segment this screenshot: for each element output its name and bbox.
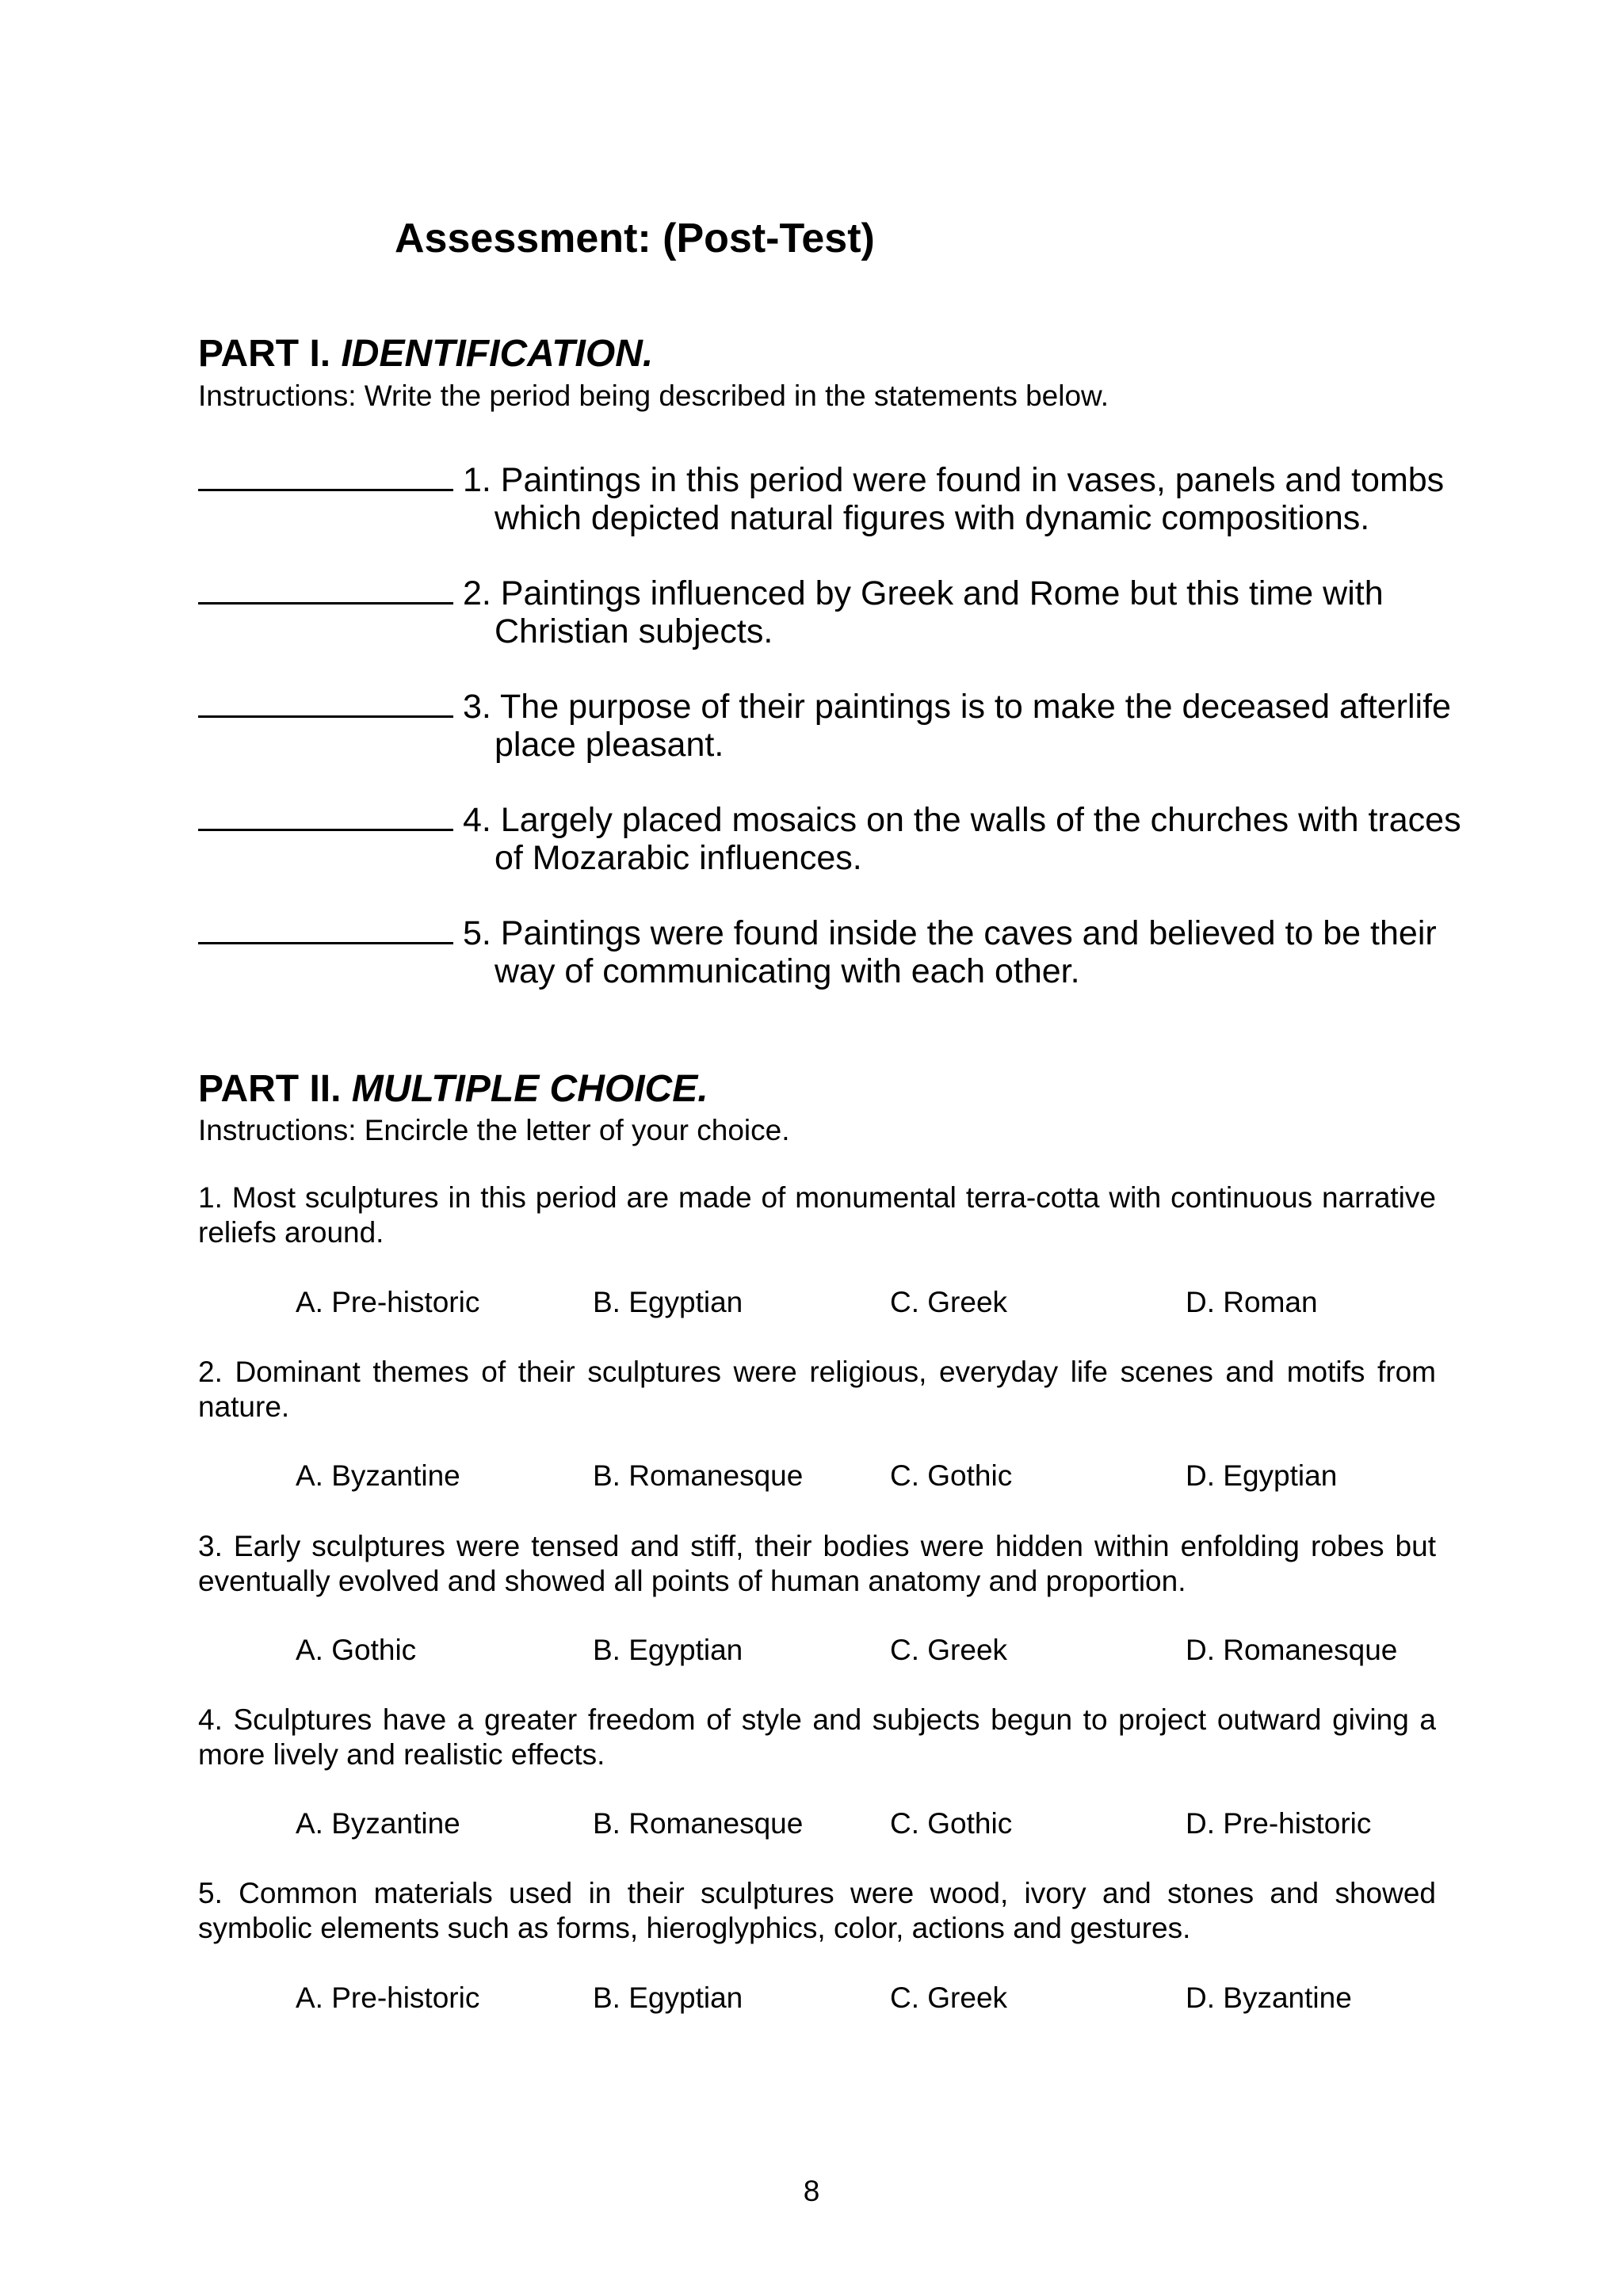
choices-row <box>296 1459 1484 1493</box>
item-text-line1: 2. Paintings influenced by Greek and Rome but this time with <box>463 574 1384 612</box>
part2-label: PART II. <box>198 1068 342 1110</box>
answer-blank[interactable] <box>198 909 453 944</box>
identification-item <box>198 795 1466 877</box>
question-text: 3. Early sculptures were tensed and stiff, their bodies were hidden within enfolding robes but eventually evolved and showed all points of human anatomy and proportion. <box>198 1530 1436 1597</box>
part1-instructions: Instructions: Write the period being described in the statements below. <box>198 379 1109 412</box>
item-text-line2: place pleasant. <box>495 726 724 764</box>
choice-b[interactable]: B. Egyptian <box>593 1981 743 2014</box>
part1-label: PART I. <box>198 333 331 375</box>
choice-b[interactable]: B. Romanesque <box>593 1807 804 1840</box>
item-text-line1: 4. Largely placed mosaics on the walls of the churches with traces <box>463 801 1461 839</box>
item-text-line2: way of communicating with each other. <box>495 952 1080 990</box>
choice-d[interactable]: D. Roman <box>1186 1286 1318 1318</box>
identification-item <box>198 682 1466 764</box>
choice-d[interactable]: D. Egyptian <box>1186 1459 1338 1492</box>
part2-instructions: Instructions: Encircle the letter of your choice. <box>198 1114 790 1146</box>
item-text-line2: which depicted natural figures with dynamic compositions. <box>495 499 1370 537</box>
item-text-line1: 5. Paintings were found inside the caves and believed to be their <box>463 914 1437 952</box>
item-text-line1: 1. Paintings in this period were found in vases, panels and tombs <box>463 461 1445 499</box>
choice-b[interactable]: B. Egyptian <box>593 1634 743 1666</box>
page-number: 8 <box>803 2175 820 2207</box>
choices-row <box>296 1981 1484 2016</box>
choice-c[interactable]: C. Gothic <box>890 1459 1013 1492</box>
answer-blank[interactable] <box>198 682 453 718</box>
part2-heading <box>198 1066 708 1112</box>
item-text-line2: Christian subjects. <box>495 612 773 650</box>
choices-row <box>296 1285 1484 1320</box>
choice-a[interactable]: A. Pre-historic <box>296 1286 480 1318</box>
item-text-line1: 3. The purpose of their paintings is to make the deceased afterlife <box>463 688 1451 726</box>
identification-item <box>198 456 1466 537</box>
choice-a[interactable]: A. Byzantine <box>296 1459 460 1492</box>
choice-a[interactable]: A. Pre-historic <box>296 1981 480 2014</box>
identification-item <box>198 569 1466 650</box>
item-text-line2: of Mozarabic influences. <box>495 839 862 877</box>
choice-a[interactable]: A. Byzantine <box>296 1807 460 1840</box>
part2-name: MULTIPLE CHOICE. <box>351 1068 708 1110</box>
choice-b[interactable]: B. Romanesque <box>593 1459 804 1492</box>
choice-d[interactable]: D. Romanesque <box>1186 1634 1398 1666</box>
choice-c[interactable]: C. Greek <box>890 1286 1008 1318</box>
identification-item <box>198 909 1466 990</box>
answer-blank[interactable] <box>198 456 453 491</box>
choices-row <box>296 1633 1484 1668</box>
question-text: 1. Most sculptures in this period are made of monumental terra-cotta with continuous narrative reliefs around. <box>198 1181 1436 1249</box>
part1-name: IDENTIFICATION. <box>341 333 654 375</box>
choices-row <box>296 1806 1484 1841</box>
page-title: Assessment: (Post-Test) <box>395 215 875 261</box>
answer-blank[interactable] <box>198 795 453 831</box>
answer-blank[interactable] <box>198 569 453 605</box>
choice-c[interactable]: C. Greek <box>890 1634 1008 1666</box>
question-text: 2. Dominant themes of their sculptures were religious, everyday life scenes and motifs from nature. <box>198 1356 1436 1423</box>
question-text: 4. Sculptures have a greater freedom of style and subjects begun to project outward giving a more lively and realistic effects. <box>198 1703 1436 1771</box>
choice-c[interactable]: C. Greek <box>890 1981 1008 2014</box>
question-text: 5. Common materials used in their sculptures were wood, ivory and stones and showed symbolic elements such as forms, hieroglyphics, color, actions and gestures. <box>198 1877 1436 1944</box>
choice-a[interactable]: A. Gothic <box>296 1634 417 1666</box>
choice-d[interactable]: D. Byzantine <box>1186 1981 1352 2014</box>
part1-heading <box>198 331 653 377</box>
choice-d[interactable]: D. Pre-historic <box>1186 1807 1372 1840</box>
choice-c[interactable]: C. Gothic <box>890 1807 1013 1840</box>
choice-b[interactable]: B. Egyptian <box>593 1286 743 1318</box>
